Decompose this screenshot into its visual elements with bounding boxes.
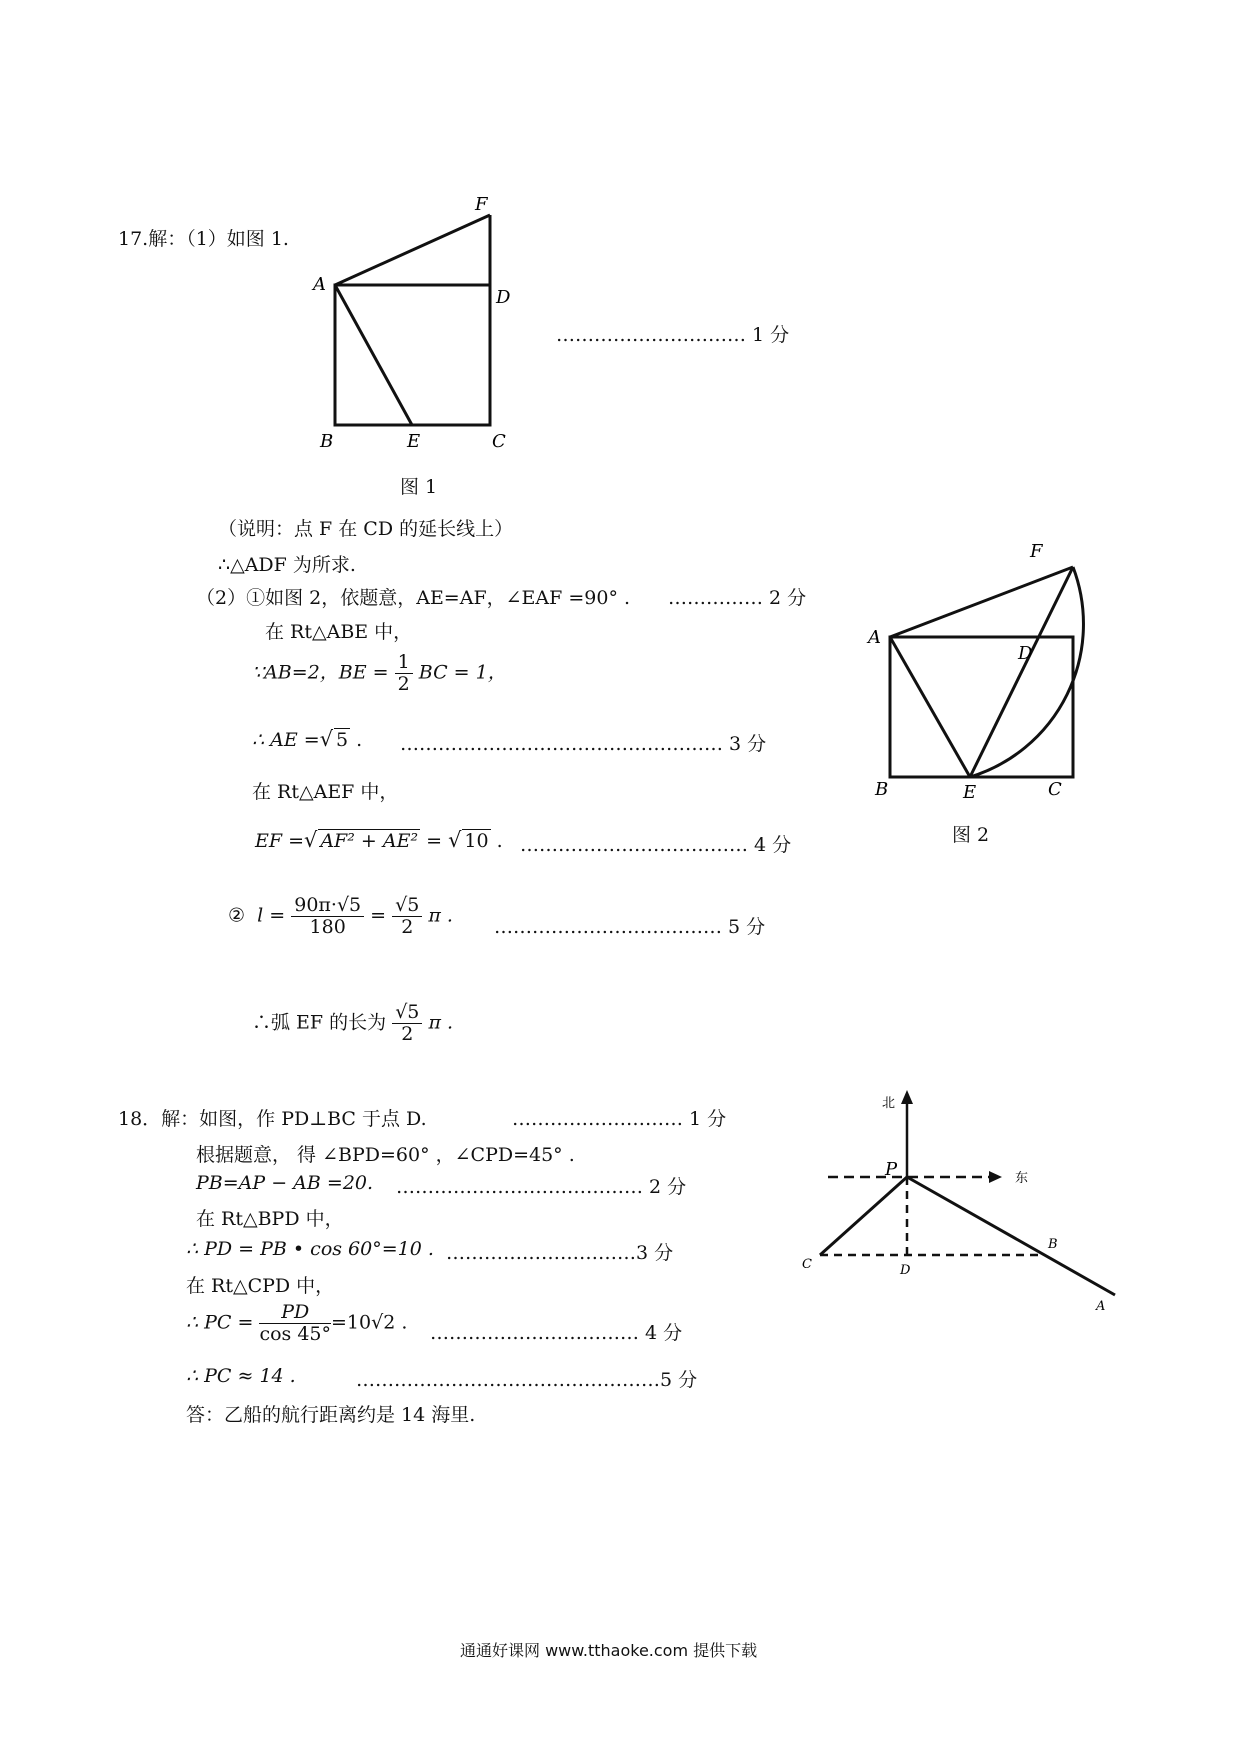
sqrt-icon: √ (304, 828, 318, 852)
pc-result: =10√2 . (331, 1311, 408, 1334)
q18-line-2: 根据题意， 得 ∠BPD=60° ，∠CPD=45° . (196, 1144, 575, 1166)
ef-radicand: AF² + AE² (320, 830, 419, 852)
ae-eq-text: ∴ AE = (252, 729, 320, 751)
fig2-label-a: A (868, 627, 881, 648)
q18-line-5: ∴ PD = PB • cos 60°=10 . (186, 1238, 434, 1260)
q18-score-4: …………………………… 4 分 (430, 1322, 683, 1344)
q17-arc-length-line: ② l = $\frac{90\pi\cdot√5}{180}$ = $\frac{√5}{2}$ π . (228, 894, 453, 938)
arc-numerator: 90π·√5 (291, 895, 364, 917)
fig2-caption: 图 2 (952, 824, 990, 846)
ae-radicand: 5 (336, 729, 349, 751)
bc-eq-text: BC = 1， (418, 661, 507, 684)
q17-ef-line: EF =√ AF² + AE² = √ 10 . (255, 828, 503, 852)
fig1-label-c: C (492, 431, 506, 450)
q18-score-5: …………………………………………5 分 (356, 1369, 698, 1391)
arc-conclusion-pi: π . (428, 1011, 454, 1034)
because-text: ∵AB=2，BE = (252, 661, 389, 684)
l-eq-text: l = (257, 904, 286, 927)
east-arrow-icon (989, 1171, 1002, 1183)
q17-score-1: ………………………… 1 分 (556, 324, 790, 346)
q18-line-6: 在 Rt△CPD 中， (186, 1275, 335, 1297)
q17-score-5: ……………………………… 5 分 (494, 916, 766, 938)
q18-line-8: ∴ PC ≈ 14 . (186, 1365, 296, 1387)
half-fraction (395, 652, 413, 695)
q17-heading: 17.解：（1）如图 1. (118, 228, 289, 250)
fig3-label-d: D (900, 1263, 911, 1278)
q18-line-3: PB=AP − AB =20. (196, 1172, 374, 1194)
circle-2-text: ② (228, 904, 246, 927)
fig1-label-f: F (475, 194, 488, 215)
pc-fraction (259, 1302, 331, 1345)
north-arrow-icon (901, 1090, 913, 1104)
fig2-label-d: D (1018, 643, 1033, 664)
footer-text: 通通好课网 www.tthaoke.com 提供下载 (460, 1641, 758, 1660)
fig3-label-c: C (802, 1257, 812, 1272)
fig3-label-b: B (1048, 1237, 1058, 1252)
q17-score-2: …………… 2 分 (668, 587, 807, 609)
pc-eq-text: ∴ PC = (186, 1311, 254, 1334)
arc-denominator: 180 (309, 915, 346, 938)
fig1-label-a: A (313, 274, 326, 295)
q17-rt-aef: 在 Rt△AEF 中， (252, 781, 399, 803)
pi-text: π . (428, 904, 453, 927)
fig2-label-f: F (1030, 541, 1043, 562)
half-numerator: 1 (395, 652, 413, 674)
q17-because-line (252, 652, 507, 695)
fig3-label-north: 北 (882, 1096, 896, 1111)
q17-ae-line: ∴ AE =√ 5 . (252, 727, 363, 751)
q17-conclusion: ∴△ADF 为所求. (218, 554, 356, 576)
figure-1 (300, 190, 530, 450)
fig3-label-a: A (1096, 1299, 1106, 1314)
arc-result-fraction (392, 895, 422, 938)
arc-result-denominator: 2 (401, 915, 414, 938)
q18-score-2: ………………………………… 2 分 (396, 1176, 687, 1198)
q17-score-4: ……………………………… 4 分 (520, 834, 792, 856)
arc-conclusion-text: ∴弧 EF 的长为 (252, 1011, 387, 1034)
fig1-label-d: D (496, 287, 511, 308)
sqrt-icon: √ (448, 828, 462, 852)
q18-line-4: 在 Rt△BPD 中， (196, 1208, 344, 1230)
fig2-label-c: C (1048, 779, 1062, 800)
pc-numerator: PD (259, 1302, 331, 1324)
q18-heading: 18．解：如图，作 PD⊥BC 于点 D. (118, 1108, 427, 1130)
arc-fraction (291, 895, 364, 938)
arc-result-numerator: √5 (392, 895, 422, 917)
fig1-caption: 图 1 (400, 476, 438, 498)
pc-denominator: cos 45° (259, 1322, 332, 1345)
figure-2 (860, 535, 1100, 805)
fig2-label-b: B (875, 779, 889, 800)
q18-score-1: ……………………… 1 分 (512, 1108, 727, 1130)
q17-rt-abe: 在 Rt△ABE 中， (265, 621, 413, 643)
arc-conclusion-fraction (392, 1002, 422, 1045)
half-denominator: 2 (397, 672, 410, 695)
fig1-label-e: E (407, 431, 421, 450)
arc-conclusion-denominator: 2 (401, 1022, 414, 1045)
q17-part2-line: （2）①如图 2，依题意，AE=AF，∠EAF =90° . (196, 587, 631, 609)
fig3-label-p: P (885, 1159, 898, 1180)
ef-eq-text: EF = (255, 830, 305, 852)
q18-pc-line (186, 1302, 407, 1345)
fig2-label-e: E (963, 782, 977, 803)
q18-score-3: …………………………3 分 (446, 1242, 674, 1264)
fig3-label-east: 东 (1015, 1171, 1029, 1186)
sqrt-icon: √ (319, 727, 333, 751)
q18-answer: 答：乙船的航行距离约是 14 海里. (186, 1404, 476, 1426)
q17-note: （说明：点 F 在 CD 的延长线上） (218, 518, 514, 540)
q17-arc-conclusion (252, 1002, 453, 1045)
q17-score-3: …………………………………………… 3 分 (400, 733, 767, 755)
figure-3 (790, 1085, 1130, 1315)
arc-conclusion-numerator: √5 (392, 1002, 422, 1024)
ef-result: 10 (464, 830, 489, 852)
fig1-label-b: B (320, 431, 334, 450)
